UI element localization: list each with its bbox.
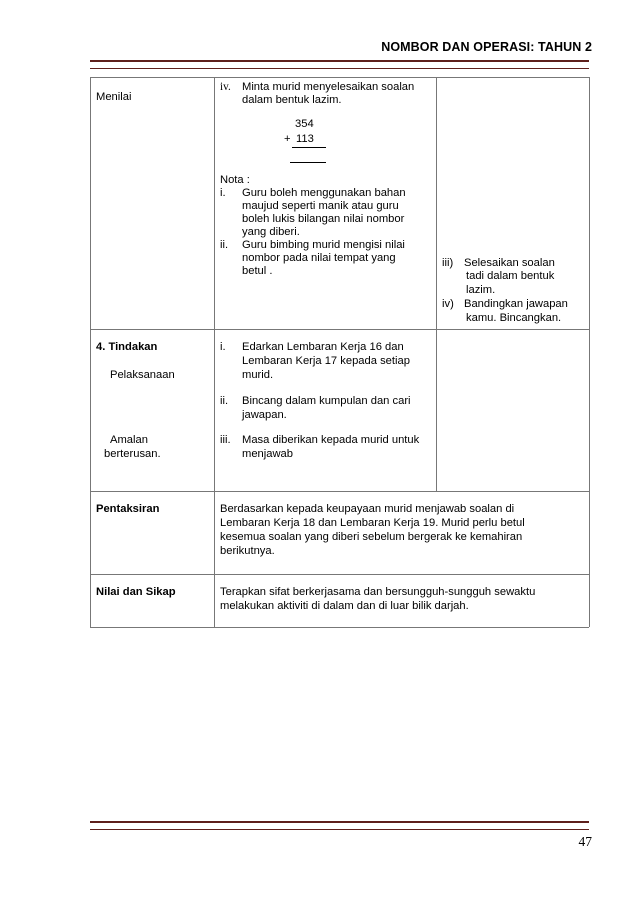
- table-left-border: [90, 77, 91, 627]
- nilai-text-line: Terapkan sifat berkerjasama dan bersungguh-sungguh sewaktu: [220, 586, 536, 598]
- tindakan-item-ii-line: jawapan.: [242, 409, 287, 421]
- nota-label: Nota :: [220, 174, 250, 186]
- sub-label-amalan: Amalan: [110, 434, 148, 446]
- note-i-line: boleh lukis bilangan nilai nombor: [242, 213, 405, 225]
- note-i-line: yang diberi.: [242, 226, 300, 238]
- page-header-title: NOMBOR DAN OPERASI: TAHUN 2: [381, 40, 592, 54]
- note-i-line: maujud seperti manik atau guru: [242, 200, 399, 212]
- note-i: i. Guru boleh menggunakan bahan: [220, 187, 406, 199]
- answer-line: [290, 162, 326, 163]
- row-label-nilai-sikap: Nilai dan Sikap: [96, 586, 176, 598]
- tindakan-item-iii: iii. Masa diberikan kepada murid untuk: [220, 434, 420, 446]
- addend-bottom: 113: [296, 133, 314, 145]
- row-label-tindakan: 4. Tindakan: [96, 341, 158, 353]
- header-rule: [90, 60, 589, 69]
- pentaksiran-text-line: Lembaran Kerja 18 dan Lembaran Kerja 19. Murid perlu betul: [220, 517, 525, 529]
- row-divider: [90, 574, 589, 575]
- note-ii-line: betul .: [242, 265, 273, 277]
- row-label-pentaksiran: Pentaksiran: [96, 503, 160, 515]
- notes-item-iii-line: lazim.: [466, 284, 496, 296]
- table-top-border: [90, 77, 589, 78]
- tindakan-item-i-line: murid.: [242, 369, 274, 381]
- notes-item-iii: iii) Selesaikan soalan: [442, 257, 555, 269]
- note-ii: ii. Guru bimbing murid mengisi nilai: [220, 239, 405, 251]
- row-label-menilai: Menilai: [96, 91, 132, 103]
- tindakan-item-ii: ii. Bincang dalam kumpulan dan cari: [220, 395, 411, 407]
- nilai-text-line: melakukan aktiviti di dalam dan di luar bilik darjah.: [220, 600, 469, 612]
- tindakan-item-i-line: Lembaran Kerja 17 kepada setiap: [242, 355, 410, 367]
- pentaksiran-text-line: berikutnya.: [220, 545, 275, 557]
- notes-item-iii-line: tadi dalam bentuk: [466, 270, 555, 282]
- notes-item-iv-line: kamu. Bincangkan.: [466, 312, 562, 324]
- column-divider: [436, 77, 437, 491]
- sub-label-pelaksanaan: Pelaksanaan: [110, 369, 175, 381]
- note-ii-line: nombor pada nilai tempat yang: [242, 252, 396, 264]
- tindakan-item-iii-line: menjawab: [242, 448, 293, 460]
- notes-item-iv: iv) Bandingkan jawapan: [442, 298, 568, 310]
- tindakan-item-i: i. Edarkan Lembaran Kerja 16 dan: [220, 341, 404, 353]
- page-number: 47: [578, 834, 592, 849]
- sub-label-berterusan: berterusan.: [104, 448, 161, 460]
- row-divider: [90, 329, 589, 330]
- menilai-item-iv-cont: dalam bentuk lazim.: [242, 94, 342, 106]
- table-right-border: [589, 77, 590, 627]
- plus-sign: +: [284, 133, 291, 145]
- footer-rule: [90, 821, 589, 830]
- pentaksiran-text-line: Berdasarkan kepada keupayaan murid menjawab soalan di: [220, 503, 515, 515]
- sum-underline: [292, 147, 326, 148]
- addend-top: 354: [295, 118, 314, 130]
- table-bottom-border: [90, 627, 589, 628]
- pentaksiran-text-line: kesemua soalan yang diberi sebelum bergerak ke kemahiran: [220, 531, 523, 543]
- column-divider: [214, 77, 215, 627]
- row-divider: [90, 491, 589, 492]
- menilai-item-iv: iv. Minta murid menyelesaikan soalan: [220, 81, 415, 93]
